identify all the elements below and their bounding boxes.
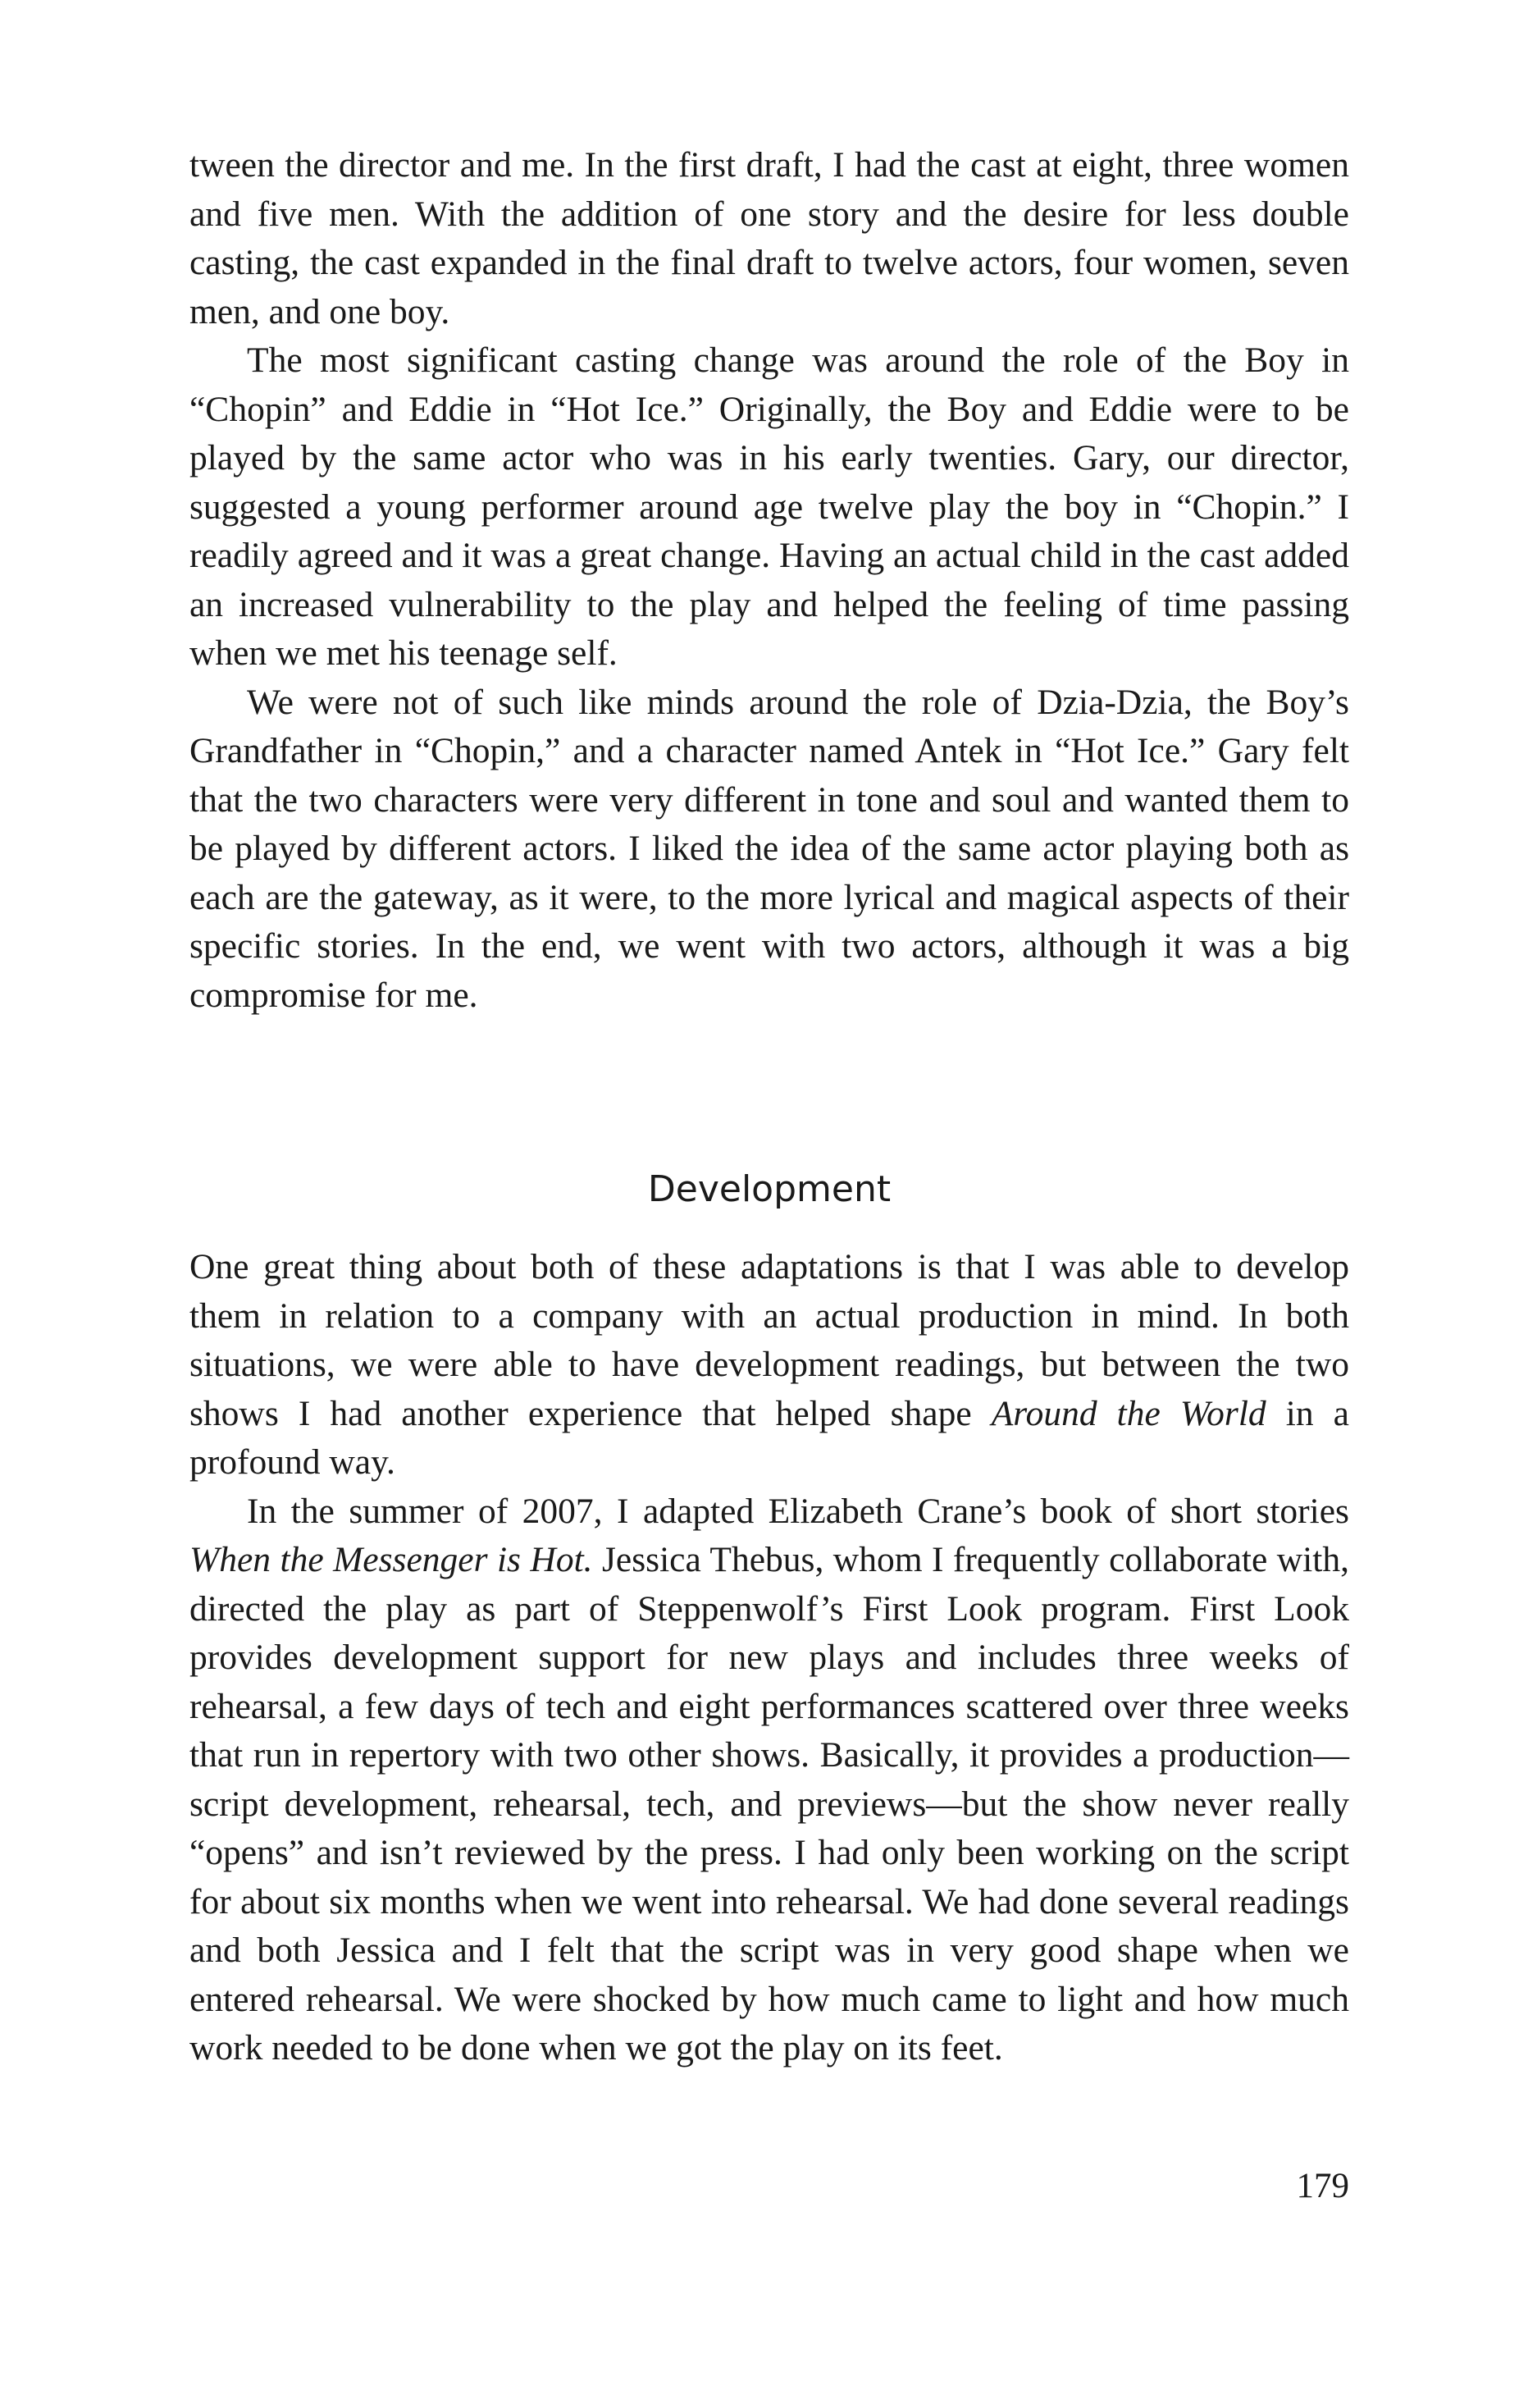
italic-title: Around the World: [991, 1393, 1266, 1433]
paragraph-casting-change: The most significant casting change was around the role of the Boy in “Chopin” and Eddie in “Hot Ice.” Originally, the Boy and Eddie were to be played by the same actor who was in his early twenties. Gary, our director, suggested a young performer around age twelve play the boy in “Chopin.” I readily agreed and it was a great change. Having an actual child in the cast added an increased vulnerability to the play and helped the feeling of time passing when we met his teenage self.: [189, 340, 1349, 673]
text-run: in a profound way.: [189, 1393, 1349, 1482]
paragraph-summer-2007: [189, 1487, 1349, 2073]
paragraph-development: [189, 1243, 1349, 1487]
text-run: In the summer of 2007, I adapted Elizabeth Crane’s book of short stories: [247, 1491, 1349, 1531]
text-block-before-heading: [189, 141, 1349, 1020]
section-heading: Development: [647, 1168, 892, 1210]
text-block-after-heading: [189, 1243, 1349, 2073]
paragraph-continued: tween the director and me. In the first draft, I had the cast at eight, three women and five men. With the addition of one story and the desire for less double casting, the cast expanded in the final draft to twelve actors, four women, seven men, and one boy.: [189, 145, 1349, 331]
text-run: One great thing about both of these adaptations is that I was able to develop them in relation to a company with an actual production in mind. In both situations, we were able to have development readings, but between the two shows I had another experience that helped shape: [189, 1247, 1349, 1433]
paragraph-dzia-dzia: We were not of such like minds around the role of Dzia-Dzia, the Boy’s Grandfather in “Chopin,” and a character named Antek in “Hot Ice.” Gary felt that the two characters were very different in tone and soul and wanted them to be played by different actors. I liked the idea of the same actor playing both as each are the gateway, as it were, to the more lyrical and magical aspects of their specific stories. In the end, we went with two actors, although it was a big compromise for me.: [189, 682, 1349, 1015]
text-run: Jessica Thebus, whom I frequently collaborate with, directed the play as part of Steppenwolf’s First Look program. First Look provides development support for new plays and includes three weeks of rehearsal, a few days of tech and eight performances scattered over three weeks that run in repertory with two other shows. Basically, it provides a production—script development, rehearsal, tech, and previews—but the show never really “opens” and isn’t reviewed by the press. I had only been working on the script for about six months when we went into rehearsal. We had done several readings and both Jessica and I felt that the script was in very good shape when we entered rehearsal. We were shocked by how much came to light and how much work needed to be done when we got the play on its feet.: [189, 1540, 1349, 2068]
italic-title: When the Messenger is Hot.: [189, 1540, 593, 1579]
page-number: 179: [1296, 2167, 1349, 2205]
